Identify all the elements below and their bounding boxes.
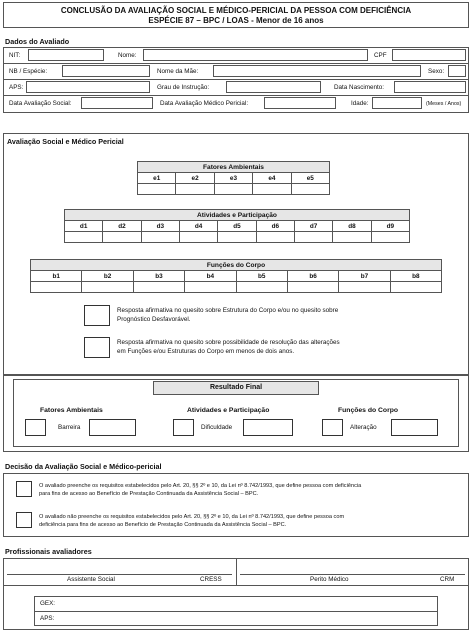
- score-d9[interactable]: [371, 232, 409, 243]
- score-d6[interactable]: [256, 232, 294, 243]
- data-medico-field[interactable]: [264, 97, 336, 109]
- score-d1[interactable]: [65, 232, 103, 243]
- preenche-checkbox[interactable]: [16, 481, 32, 497]
- section-title-profissionais: Profissionais avaliadores: [5, 547, 92, 556]
- grau-label: Grau de Instrução:: [157, 84, 210, 91]
- resultado-atividades-heading: Atividades e Participação: [187, 407, 270, 414]
- sexo-field[interactable]: [448, 65, 466, 77]
- score-d2[interactable]: [103, 232, 141, 243]
- code-b6: b6: [287, 271, 338, 282]
- meses-anos-label: (Meses / Anos): [426, 101, 462, 107]
- code-e4: e4: [253, 173, 291, 184]
- code-d3: d3: [141, 221, 179, 232]
- dificuldade-checkbox[interactable]: [173, 419, 194, 436]
- nome-field[interactable]: [143, 49, 368, 61]
- score-d4[interactable]: [179, 232, 217, 243]
- score-b2[interactable]: [82, 282, 133, 293]
- code-e1: e1: [138, 173, 176, 184]
- form-subtitle: ESPÉCIE 87 – BPC / LOAS - Menor de 16 anos: [148, 16, 324, 25]
- alteracao-label: Alteração: [350, 424, 377, 431]
- form-title: CONCLUSÃO DA AVALIAÇÃO SOCIAL E MÉDICO-PERICIAL DA PESSOA COM DEFICIÊNCIA: [60, 6, 412, 15]
- resultado-final-title: Resultado Final: [153, 381, 319, 395]
- nb-field[interactable]: [62, 65, 150, 77]
- data-nasc-field[interactable]: [394, 81, 466, 93]
- atividades-participacao-title: Atividades e Participação: [65, 210, 410, 221]
- code-b2: b2: [82, 271, 133, 282]
- resposta-resolucao-text-2: em Funções e/ou Estruturas do Corpo em menos de dois anos.: [117, 348, 295, 355]
- code-e2: e2: [176, 173, 214, 184]
- funcoes-corpo-title: Funções do Corpo: [31, 260, 442, 271]
- dificuldade-field[interactable]: [243, 419, 293, 436]
- score-d7[interactable]: [294, 232, 332, 243]
- dificuldade-label: Dificuldade: [201, 424, 233, 431]
- code-d5: d5: [218, 221, 256, 232]
- score-b4[interactable]: [185, 282, 236, 293]
- score-e4[interactable]: [253, 184, 291, 195]
- code-b8: b8: [390, 271, 441, 282]
- section-title-avaliacao: Avaliação Social e Médico Pericial: [7, 137, 124, 146]
- score-e5[interactable]: [291, 184, 329, 195]
- resposta-estrutura-checkbox[interactable]: [84, 305, 110, 326]
- nit-label: NIT:: [9, 52, 21, 59]
- code-b3: b3: [133, 271, 184, 282]
- alteracao-checkbox[interactable]: [322, 419, 343, 436]
- nao-preenche-text-1: O avaliado não preenche os requisitos estabelecidos pelo Art. 20, §§ 2º e 10, da Lei nº 8.742/1993, que define pessoa com: [39, 514, 345, 520]
- code-d7: d7: [294, 221, 332, 232]
- code-d6: d6: [256, 221, 294, 232]
- score-b8[interactable]: [390, 282, 441, 293]
- idade-field[interactable]: [372, 97, 422, 109]
- score-b1[interactable]: [31, 282, 82, 293]
- gex-label: GEX:: [40, 600, 56, 607]
- data-social-label: Data Avaliação Social:: [9, 100, 72, 107]
- aps-prof-label: APS:: [40, 615, 55, 622]
- resultado-funcoes-heading: Funções do Corpo: [338, 407, 399, 414]
- aps-field[interactable]: [26, 81, 150, 93]
- crm-label: CRM: [440, 576, 455, 583]
- score-d3[interactable]: [141, 232, 179, 243]
- barreira-label: Barreira: [58, 424, 81, 431]
- cpf-field[interactable]: [392, 49, 466, 61]
- score-d8[interactable]: [333, 232, 371, 243]
- code-b4: b4: [185, 271, 236, 282]
- perito-medico-label: Perito Médico: [310, 576, 349, 583]
- score-e1[interactable]: [138, 184, 176, 195]
- fatores-ambientais-title: Fatores Ambientais: [138, 162, 330, 173]
- cpf-label: CPF: [374, 52, 387, 59]
- resposta-resolucao-text-1: Resposta afirmativa no quesito sobre possibilidade de resolução das alterações: [117, 339, 340, 346]
- resposta-resolucao-checkbox[interactable]: [84, 337, 110, 358]
- barreira-field[interactable]: [89, 419, 136, 436]
- nome-label: Nome:: [118, 52, 137, 59]
- resultado-fatores-heading: Fatores Ambientais: [40, 407, 103, 414]
- section-title-decisao: Decisão da Avaliação Social e Médico-pericial: [5, 462, 162, 471]
- resposta-estrutura-text-2: Prognóstico Desfavorável.: [117, 316, 191, 323]
- data-medico-label: Data Avaliação Médico Pericial:: [160, 100, 249, 107]
- nome-mae-label: Nome da Mãe:: [157, 68, 199, 75]
- code-d9: d9: [371, 221, 409, 232]
- score-e2[interactable]: [176, 184, 214, 195]
- code-b7: b7: [339, 271, 390, 282]
- score-b5[interactable]: [236, 282, 287, 293]
- cress-label: CRESS: [200, 576, 222, 583]
- aps-label: APS:: [9, 84, 24, 91]
- score-b7[interactable]: [339, 282, 390, 293]
- fatores-ambientais-table: [137, 161, 330, 195]
- atividades-participacao-table: [64, 209, 410, 243]
- nome-mae-field[interactable]: [213, 65, 421, 77]
- nit-field[interactable]: [28, 49, 104, 61]
- assistente-signature-field[interactable]: [7, 561, 232, 575]
- form-header: [3, 2, 469, 28]
- code-d8: d8: [333, 221, 371, 232]
- data-social-field[interactable]: [81, 97, 153, 109]
- score-b6[interactable]: [287, 282, 338, 293]
- code-d4: d4: [179, 221, 217, 232]
- resposta-estrutura-text-1: Resposta afirmativa no quesito sobre Estrutura do Corpo e/ou no quesito sobre: [117, 307, 339, 314]
- code-b5: b5: [236, 271, 287, 282]
- alteracao-field[interactable]: [391, 419, 438, 436]
- preenche-text-1: O avaliado preenche os requisitos estabelecidos pelo Art. 20, §§ 2º e 10, da Lei nº 8.742/1993, que define pessoa com deficiência: [39, 483, 362, 489]
- code-e5: e5: [291, 173, 329, 184]
- code-d1: d1: [65, 221, 103, 232]
- barreira-checkbox[interactable]: [25, 419, 46, 436]
- section-title-dados: Dados do Avaliado: [5, 37, 70, 46]
- score-d5[interactable]: [218, 232, 256, 243]
- idade-label: Idade:: [351, 100, 369, 107]
- score-e3[interactable]: [214, 184, 252, 195]
- nao-preenche-text-2: deficiência para fins de acesso ao Benefício de Prestação Continuada da Assistência Social – BPC.: [39, 522, 287, 528]
- nao-preenche-checkbox[interactable]: [16, 512, 32, 528]
- perito-signature-field[interactable]: [240, 561, 465, 575]
- nb-label: NB / Espécie:: [9, 68, 48, 75]
- code-b1: b1: [31, 271, 82, 282]
- preenche-text-2: para fins de acesso ao Benefício de Prestação Continuada da Assistência Social – BPC.: [39, 491, 259, 497]
- funcoes-corpo-table: [30, 259, 442, 293]
- sexo-label: Sexo:: [428, 68, 445, 75]
- data-nasc-label: Data Nascimento:: [334, 84, 385, 91]
- code-d2: d2: [103, 221, 141, 232]
- score-b3[interactable]: [133, 282, 184, 293]
- code-e3: e3: [214, 173, 252, 184]
- assistente-social-label: Assistente Social: [67, 576, 115, 583]
- grau-field[interactable]: [226, 81, 321, 93]
